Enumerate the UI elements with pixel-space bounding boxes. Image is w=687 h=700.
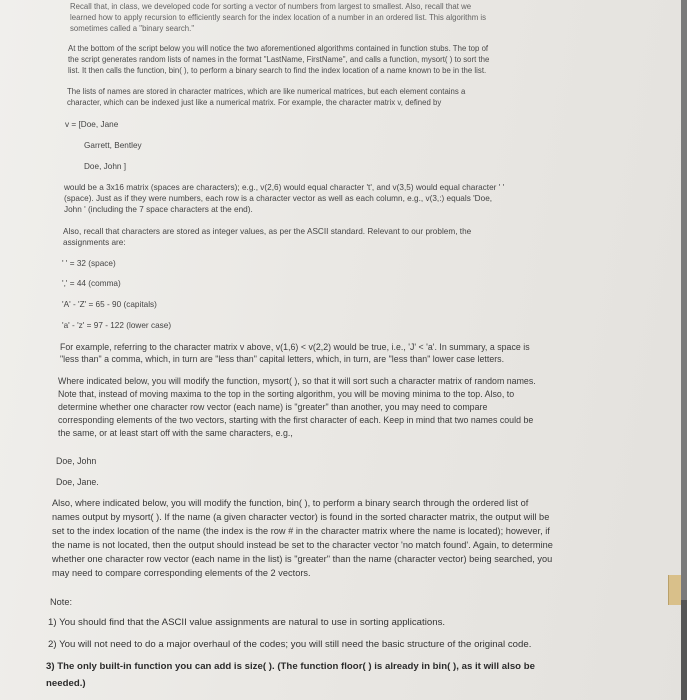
window-edge	[681, 0, 687, 700]
scroll-marker[interactable]	[668, 575, 681, 605]
ascii-line: 'A' - 'Z' = 65 - 90 (capitals)	[62, 300, 157, 309]
text-line: assignments are:	[63, 238, 126, 247]
ascii-line: ' ' = 32 (space)	[62, 259, 116, 268]
note-item: 1) You should find that the ASCII value assignments are natural to use in sorting applications.	[48, 617, 446, 628]
code-line: v = [Doe, Jane	[65, 120, 119, 129]
text-line: determine whether one character row vector (each name) is "greater" than another, you may need to compare	[58, 402, 488, 412]
text-line: whether one character row vector (each name in the list) is "greater" than the name (character vector) being searched, you	[52, 554, 553, 564]
code-line: Garrett, Bentley	[84, 141, 142, 150]
text-line: the script generates random lists of names in the format "LastName, FirstName", and calls a function, mysort( ) to sort the	[68, 55, 490, 64]
text-line: sometimes called a "binary search."	[70, 24, 195, 33]
text-line: learned how to apply recursion to efficiently search for the index location of a number in an ordered list. This algorithm is	[70, 13, 487, 22]
example-line: Doe, Jane.	[56, 477, 99, 487]
text-line: "less than" a comma, which, in turn are "less than" capital letters, which, in turn, are "less than" lower case letters.	[60, 354, 505, 364]
window-edge-shadow	[681, 600, 687, 700]
text-line: (space). Just as if they were numbers, each row is a character vector as well as each column, e.g., v(3,:) equals 'Doe,	[64, 194, 493, 203]
text-line: list. It then calls the function, bin( ), to perform a binary search to find the index location of a name known to be in the list.	[68, 66, 487, 75]
text-line: Where indicated below, you will modify the function, mysort( ), so that it will sort such a character matrix of random names.	[58, 376, 536, 386]
text-line: Note that, instead of moving maxima to the top in the sorting algorithm, you will be moving minima to the top. Also, to	[58, 389, 515, 399]
text-line: the name is not located, then the output should instead be set to the character vector 'no match found'. Again, to determine	[52, 540, 553, 550]
code-line: Doe, John ]	[84, 162, 127, 171]
text-line: Recall that, in class, we developed code for sorting a vector of numbers from largest to smallest. Also, recall that we	[70, 2, 472, 11]
text-line: the same, or at least start off with the same characters, e.g.,	[58, 428, 293, 438]
text-line: At the bottom of the script below you will notice the two aforementioned algorithms contained in function stubs. The top of	[68, 44, 489, 53]
note-heading: Note:	[50, 597, 73, 607]
text-line: Also, recall that characters are stored as integer values, as per the ASCII standard. Relevant to our problem, the	[63, 227, 472, 236]
example-line: Doe, John	[56, 456, 97, 466]
note-item: needed.)	[46, 678, 86, 689]
text-line: John ' (including the 7 space characters at the end).	[64, 205, 253, 214]
text-line: names output by mysort( ). If the name (a given character vector) is found in the sorted character matrix, the output will be	[52, 512, 550, 522]
text-line: would be a 3x16 matrix (spaces are characters); e.g., v(2,6) would equal character 't', and v(3,5) would equal character ' '	[64, 183, 505, 192]
text-line: may need to compare corresponding elements of the 2 vectors.	[52, 568, 311, 578]
text-line: set to the index location of the name (the index is the row # in the character matrix where the name is located); however, if	[52, 526, 550, 536]
text-line: For example, referring to the character matrix v above, v(1,6) < v(2,2) would be true, i.e., 'J' < 'a'. In summary, a space is	[60, 342, 530, 352]
text-line: The lists of names are stored in character matrices, which are like numerical matrices, but each element contains a	[67, 87, 466, 96]
ascii-line: ',' = 44 (comma)	[62, 279, 121, 288]
ascii-line: 'a' - 'z' = 97 - 122 (lower case)	[62, 321, 172, 330]
text-line: character, which can be indexed just like a numerical matrix. For example, the character matrix v, defined by	[67, 98, 442, 107]
note-item: 3) The only built-in function you can add is size( ). (The function floor( ) is already in bin( ), as it will also be	[46, 661, 535, 672]
note-item: 2) You will not need to do a major overhaul of the codes; you will still need the basic structure of the original code.	[48, 639, 532, 650]
text-line: corresponding elements of the two vectors, starting with the first character of each. Keep in mind that two names could be	[58, 415, 534, 425]
text-line: Also, where indicated below, you will modify the function, bin( ), to perform a binary search through the ordered list of	[52, 498, 529, 508]
